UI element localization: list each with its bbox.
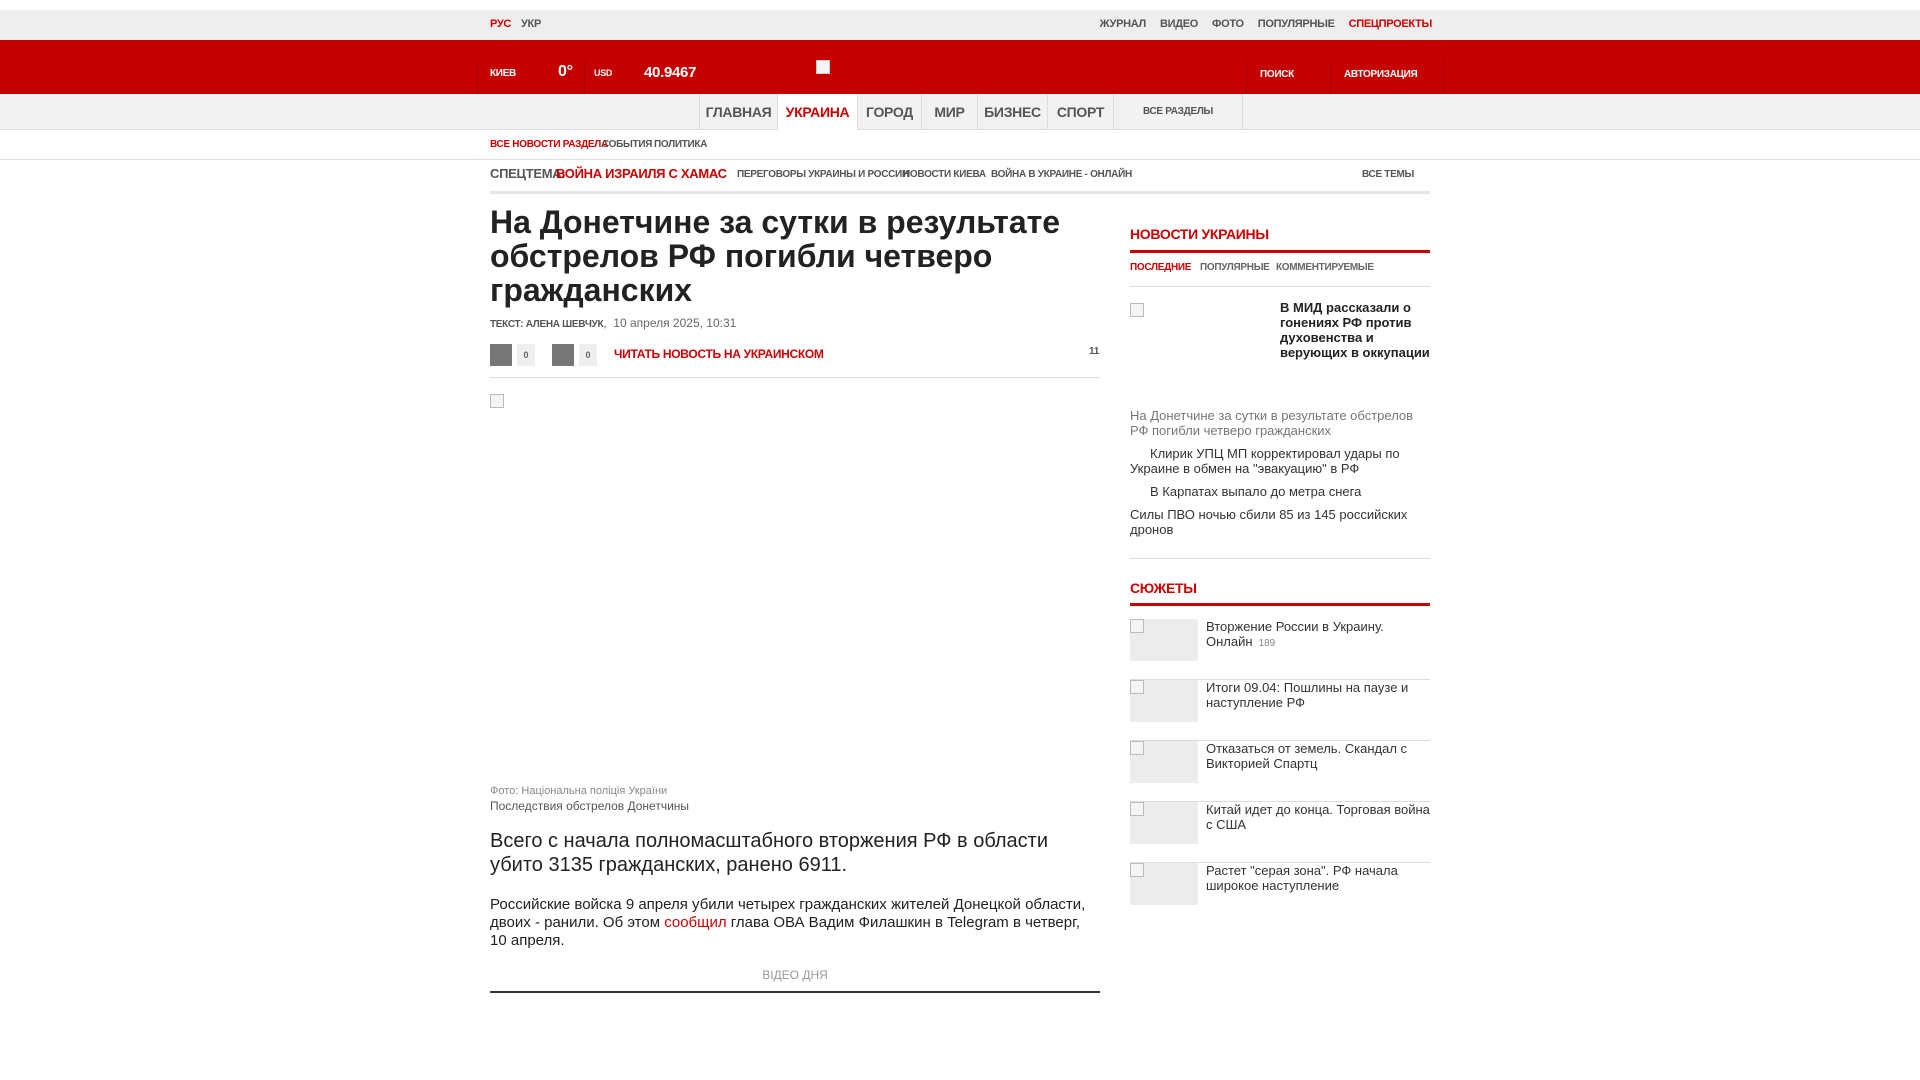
sidebar-stories-title-wrap (1130, 580, 1430, 596)
article-lead: Всего с начала полномасштабного вторжения РФ в области убито 3135 гражданских, ранено 6911. (490, 830, 1048, 876)
story-title-wrap[interactable] (1206, 619, 1430, 651)
site-logo[interactable] (816, 60, 830, 74)
story-title[interactable]: Отказаться от земель. Скандал с Викторией Спартц (1206, 741, 1408, 771)
divider (1443, 60, 1444, 94)
article-body-paragraph (490, 896, 1100, 950)
source-link[interactable]: сообщил (664, 914, 727, 931)
divider (477, 60, 478, 94)
twitter-icon[interactable] (552, 344, 574, 366)
nav-ukraine[interactable]: УКРАИНА (777, 94, 857, 130)
news-item[interactable]: Клирик УПЦ МП корректировал удары по Украине в обмен на "эвакуацию" в РФ (1130, 446, 1400, 476)
topnav-photo[interactable]: ФОТО (1212, 18, 1244, 30)
divider (584, 60, 585, 94)
news-item[interactable]: Силы ПВО ночью сбили 85 из 145 российских дронов (1130, 507, 1408, 537)
news-item[interactable]: В Карпатах выпало до метра снега (1150, 484, 1362, 499)
section-subnav (0, 130, 1920, 160)
image-icon (1130, 680, 1144, 694)
subnav-politics[interactable]: ПОЛИТИКА (654, 139, 708, 150)
weather-temperature: 0° (558, 63, 573, 80)
nav-sport[interactable]: СПОРТ (1047, 94, 1113, 130)
share-count: 0 (579, 344, 597, 366)
sidebar-news-title-wrap (1130, 226, 1430, 242)
subnav-all-news[interactable]: ВСЕ НОВОСТИ РАЗДЕЛА (490, 139, 608, 150)
photo-credit: Фото: Національна поліція України (490, 785, 668, 797)
auth-button[interactable]: АВТОРИЗАЦИЯ (1344, 69, 1418, 80)
story-title[interactable]: Китай идет до конца. Торговая война с США (1206, 802, 1430, 832)
theme-negotiations[interactable]: ПЕРЕГОВОРЫ УКРАИНЫ И РОССИИ (737, 169, 909, 180)
top-nav (1100, 18, 1432, 30)
story-title[interactable]: Итоги 09.04: Пошлины на паузе и наступление РФ (1206, 680, 1409, 710)
divider (490, 991, 1100, 993)
divider (1130, 250, 1430, 253)
story-item[interactable] (1130, 802, 1430, 863)
story-thumbnail[interactable] (1130, 619, 1198, 661)
story-thumbnail[interactable] (1130, 863, 1198, 905)
topnav-popular[interactable]: ПОПУЛЯРНЫЕ (1257, 18, 1335, 30)
featured-news-item[interactable] (1130, 300, 1430, 370)
featured-news-image[interactable] (1130, 303, 1144, 317)
story-count: 189 (1258, 638, 1276, 649)
comments-count[interactable]: 11 (1089, 346, 1099, 357)
story-item[interactable] (1130, 619, 1430, 680)
image-icon (1130, 863, 1144, 877)
story-item[interactable] (1130, 680, 1430, 741)
story-thumbnail[interactable] (1130, 802, 1198, 844)
main-nav (0, 94, 1920, 130)
divider (1130, 286, 1430, 287)
header-bar (0, 40, 1920, 94)
tab-popular[interactable]: ПОПУЛЯРНЫЕ (1200, 262, 1270, 273)
theme-kyiv-news[interactable]: НОВОСТИ КИЕВА (903, 169, 986, 180)
nav-all-sections[interactable]: ВСЕ РАЗДЕЛЫ (1113, 94, 1243, 130)
image-icon (1130, 802, 1144, 816)
all-themes-link[interactable]: ВСЕ ТЕМЫ (1362, 169, 1415, 180)
nav-city[interactable]: ГОРОД (857, 94, 921, 130)
story-title[interactable]: Растет "серая зона". РФ начала широкое наступление (1206, 863, 1398, 893)
weather-city[interactable]: КИЕВ (490, 68, 516, 79)
image-icon (1130, 741, 1144, 755)
search-button[interactable]: ПОИСК (1260, 69, 1294, 80)
news-item-current[interactable]: На Донетчине за сутки в результате обстрелов РФ погибли четверо гражданских (1130, 408, 1414, 438)
currency-rate: 40.9467 (644, 64, 697, 81)
byline-separator: , (603, 316, 614, 330)
story-thumbnail[interactable] (1130, 741, 1198, 783)
featured-news-title[interactable]: В МИД рассказали о гонениях РФ против духовенства и верующих в оккупации (1280, 300, 1430, 360)
sidebar-news-title[interactable]: НОВОСТИ УКРАИНЫ (1130, 226, 1269, 242)
story-thumbnail[interactable] (1130, 680, 1198, 722)
share-count: 0 (517, 344, 535, 366)
read-in-ukrainian-link[interactable]: ЧИТАТЬ НОВОСТЬ НА УКРАИНСКОМ (614, 347, 824, 361)
currency-label: USD (594, 68, 613, 78)
sidebar-stories-title[interactable]: СЮЖЕТЫ (1130, 580, 1197, 596)
divider (1246, 60, 1247, 94)
article-date: 10 апреля 2025, 10:31 (613, 316, 737, 330)
tab-commented[interactable]: КОММЕНТИРУЕМЫЕ (1276, 262, 1374, 273)
subnav-events[interactable]: СОБЫТИЯ (602, 139, 653, 150)
story-item[interactable] (1130, 741, 1430, 802)
facebook-icon[interactable] (490, 344, 512, 366)
photo-caption: Последствия обстрелов Донетчины (490, 799, 690, 813)
topnav-special-projects[interactable]: СПЕЦПРОЕКТЫ (1348, 18, 1432, 30)
nav-business[interactable]: БИЗНЕС (977, 94, 1047, 130)
article-title: На Донетчине за сутки в результате обстрелов РФ погибли четверо гражданских (490, 204, 1061, 308)
nav-main[interactable]: ГЛАВНАЯ (699, 94, 777, 130)
tab-latest[interactable]: ПОСЛЕДНИЕ (1130, 262, 1192, 273)
topnav-video[interactable]: ВИДЕО (1159, 18, 1199, 30)
special-theme-link[interactable]: ВОЙНА ИЗРАИЛЯ С ХАМАС (556, 166, 727, 181)
lang-ua-link[interactable]: УКР (521, 18, 541, 30)
article-main-image (490, 394, 504, 408)
special-theme-label: СПЕЦТЕМА: (490, 166, 566, 181)
divider (1130, 603, 1430, 606)
divider (1330, 60, 1331, 94)
story-title[interactable]: Вторжение России в Украину. Онлайн (1206, 619, 1384, 649)
image-icon (1130, 619, 1144, 633)
lang-ru-link[interactable]: РУС (490, 18, 512, 30)
story-item[interactable] (1130, 863, 1430, 924)
nav-world[interactable]: МИР (921, 94, 977, 130)
video-of-the-day-label: ВІДЕО ДНЯ (762, 968, 828, 982)
theme-war-online[interactable]: ВОЙНА В УКРАИНЕ - ОНЛАЙН (991, 169, 1132, 180)
body-text: Российские войска 9 апреля убили четырех гражданских жителей Донецкой области, двоих - ранили. Об этом (490, 896, 1086, 931)
divider (1130, 558, 1430, 559)
article-author[interactable]: ТЕКСТ: АЛЕНА ШЕВЧУК (490, 319, 604, 330)
topnav-journal[interactable]: ЖУРНАЛ (1099, 18, 1146, 30)
divider (490, 377, 1100, 378)
top-utility-bar (0, 10, 1920, 40)
article-byline (490, 316, 736, 330)
themes-row (490, 160, 1430, 194)
body-text: глава ОВА Вадим Филашкин в Telegram в четверг, 10 апреля. (490, 914, 1080, 949)
